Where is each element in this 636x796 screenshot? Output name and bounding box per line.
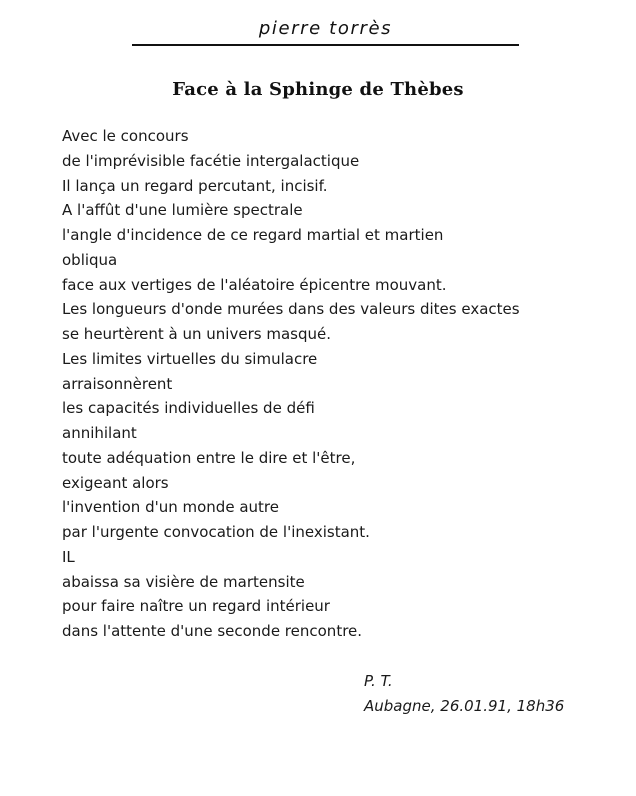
page-header — [132, 16, 519, 46]
signature-place-date: Aubagne, 26.01.91, 18h36 — [364, 696, 565, 715]
author-name: pierre torrès — [258, 18, 393, 39]
poem-line: Les longueurs d'onde murées dans des valeurs dites exactes — [62, 300, 520, 319]
poem-body — [62, 124, 520, 644]
poem-line: abaissa sa visière de martensite — [62, 572, 305, 591]
poem-line: annihilant — [62, 424, 137, 442]
poem-line: pour faire naître un regard intérieur — [62, 597, 330, 616]
poem-line: arraisonnèrent — [62, 374, 173, 393]
signature-initials: P. T. — [364, 672, 393, 690]
signature-block — [364, 669, 564, 718]
poem-line: de l'imprévisible facétie intergalactique — [62, 151, 360, 170]
poem-line: l'invention d'un monde autre — [62, 498, 279, 517]
poem-line: dans l'attente d'une seconde rencontre. — [62, 622, 363, 640]
poem-line: se heurtèrent à un univers masqué. — [62, 325, 331, 343]
poem-line: l'angle d'incidence de ce regard martial et martien — [62, 226, 444, 244]
poem-line: A l'affût d'une lumière spectrale — [62, 201, 303, 220]
poem-line: Avec le concours — [62, 127, 189, 145]
poem-line: toute adéquation entre le dire et l'être, — [62, 448, 356, 467]
poem-line: exigeant alors — [62, 473, 169, 492]
poem-line: face aux vertiges de l'aléatoire épicentre mouvant. — [62, 275, 447, 294]
poem-line: Les limites virtuelles du simulacre — [62, 349, 318, 368]
poem-title: Face à la Sphinge de Thèbes — [172, 79, 464, 100]
poem-line: Il lança un regard percutant, incisif. — [62, 176, 328, 195]
poem-line: par l'urgente convocation de l'inexistant. — [62, 523, 370, 541]
poem-line: les capacités individuelles de défi — [62, 399, 315, 418]
poem-line: obliqua — [62, 250, 118, 269]
poem-line: IL — [62, 547, 75, 566]
